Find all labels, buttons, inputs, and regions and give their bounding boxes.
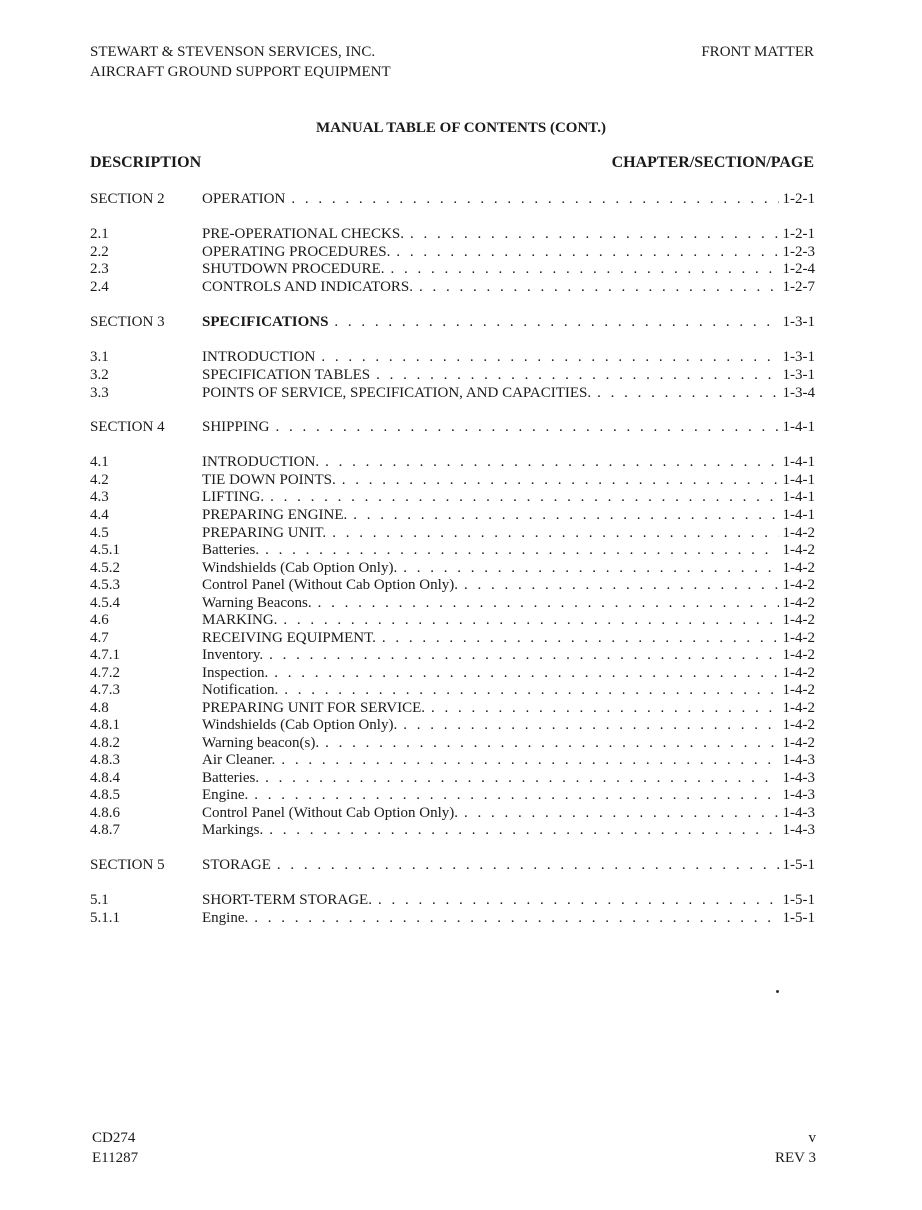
- toc-page: 1-4-2: [782, 612, 815, 628]
- toc-page: 1-5-1: [782, 892, 815, 908]
- toc-entry[interactable]: [90, 699, 815, 717]
- toc-page: 1-4-2: [782, 630, 815, 646]
- toc-entry[interactable]: [90, 366, 815, 384]
- dot-leader: [334, 313, 778, 331]
- toc-page: 1-3-4: [782, 385, 815, 401]
- toc-title: Warning Beacons.: [202, 595, 312, 611]
- toc-title: Markings.: [202, 822, 264, 838]
- dot-leader: [318, 594, 779, 612]
- toc-title: RECEIVING EQUIPMENT.: [202, 630, 376, 646]
- toc-title: Notification.: [202, 682, 279, 698]
- toc-entry[interactable]: [90, 751, 815, 769]
- toc-title: LIFTING.: [202, 489, 265, 505]
- toc-page: 1-2-1: [782, 191, 815, 207]
- toc-page: 1-5-1: [782, 857, 815, 873]
- page-header-section: FRONT MATTER: [701, 44, 814, 60]
- column-header-chapter-section-page: CHAPTER/SECTION/PAGE: [611, 154, 814, 171]
- toc-entry[interactable]: [90, 524, 815, 542]
- dot-leader: [403, 716, 778, 734]
- toc-page: 1-2-4: [782, 261, 815, 277]
- toc-number: 4.5.3: [90, 577, 120, 593]
- dot-leader: [254, 786, 778, 804]
- toc-page: 1-4-1: [782, 454, 815, 470]
- toc-number: 4.8.2: [90, 735, 120, 751]
- toc-entry[interactable]: [90, 629, 815, 647]
- toc-page: 1-4-1: [782, 489, 815, 505]
- dot-leader: [597, 384, 778, 402]
- toc-title: Control Panel (Without Cab Option Only).: [202, 577, 459, 593]
- toc-page: 1-3-1: [782, 367, 815, 383]
- toc-title: Air Cleaner.: [202, 752, 276, 768]
- dot-leader: [464, 804, 778, 822]
- toc-title: Engine.: [202, 787, 249, 803]
- toc-number: 4.4: [90, 507, 109, 523]
- dot-leader: [410, 225, 779, 243]
- toc-number: 4.5: [90, 525, 109, 541]
- toc-page: 1-4-1: [782, 419, 815, 435]
- toc-entry[interactable]: [90, 891, 815, 909]
- toc-entry[interactable]: [90, 681, 815, 699]
- toc-entry[interactable]: [90, 786, 815, 804]
- toc-number: 4.8: [90, 700, 109, 716]
- toc-number: 4.8.3: [90, 752, 120, 768]
- toc-entry[interactable]: [90, 734, 815, 752]
- dot-leader: [269, 646, 778, 664]
- toc-title: Windshields (Cab Option Only).: [202, 560, 398, 576]
- toc-page: 1-3-1: [782, 349, 815, 365]
- toc-number: SECTION 2: [90, 191, 165, 207]
- toc-number: 4.7.2: [90, 665, 120, 681]
- toc-title: Engine.: [202, 910, 249, 926]
- toc-number: 4.5.1: [90, 542, 120, 558]
- toc-page: 1-4-3: [782, 770, 815, 786]
- toc-entry[interactable]: [90, 453, 815, 471]
- dot-leader: [270, 488, 778, 506]
- dot-leader: [283, 611, 778, 629]
- toc-entry[interactable]: [90, 594, 815, 612]
- toc-page: 1-5-1: [782, 910, 815, 926]
- toc-section-entry[interactable]: [90, 313, 815, 331]
- toc-title: SPECIFICATION TABLES: [202, 367, 371, 383]
- toc-page: 1-4-2: [782, 682, 815, 698]
- page-title: MANUAL TABLE OF CONTENTS (CONT.): [316, 120, 606, 136]
- toc-title: Windshields (Cab Option Only).: [202, 717, 398, 733]
- toc-title: MARKING.: [202, 612, 278, 628]
- toc-page: 1-4-2: [782, 717, 815, 733]
- toc-number: 4.8.5: [90, 787, 120, 803]
- page-header-left: [90, 42, 391, 82]
- toc-title: PREPARING UNIT FOR SERVICE.: [202, 700, 426, 716]
- toc-entry[interactable]: [90, 664, 815, 682]
- toc-title: INTRODUCTION.: [202, 454, 320, 470]
- toc-entry[interactable]: [90, 769, 815, 787]
- toc-entry[interactable]: [90, 804, 815, 822]
- toc-page: 1-4-2: [782, 595, 815, 611]
- dot-leader: [277, 856, 779, 874]
- toc-title: SHUTDOWN PROCEDURE.: [202, 261, 385, 277]
- toc-number: 3.3: [90, 385, 109, 401]
- toc-page: 1-4-1: [782, 507, 815, 523]
- toc-title: STORAGE: [202, 857, 271, 873]
- toc-number: 4.8.6: [90, 805, 120, 821]
- toc-entry[interactable]: [90, 278, 815, 296]
- toc-number: 2.1: [90, 226, 109, 242]
- toc-entry[interactable]: [90, 611, 815, 629]
- toc-page: 1-3-1: [782, 314, 815, 330]
- toc-page: 1-4-2: [782, 525, 815, 541]
- toc-page: 1-4-3: [782, 752, 815, 768]
- toc-page: 1-4-2: [782, 560, 815, 576]
- dot-leader: [396, 243, 778, 261]
- dot-leader: [353, 506, 778, 524]
- toc-entry[interactable]: [90, 260, 815, 278]
- dot-leader: [291, 190, 778, 208]
- toc-entry[interactable]: [90, 559, 815, 577]
- toc-entry[interactable]: [90, 384, 815, 402]
- toc-number: 5.1.1: [90, 910, 120, 926]
- toc-number: 4.6: [90, 612, 109, 628]
- toc-entry[interactable]: [90, 541, 815, 559]
- toc-title: Inspection.: [202, 665, 269, 681]
- toc-number: 2.3: [90, 261, 109, 277]
- dot-leader: [464, 576, 778, 594]
- toc-title: Inventory.: [202, 647, 264, 663]
- toc-title: INTRODUCTION: [202, 349, 316, 365]
- toc-entry[interactable]: [90, 646, 815, 664]
- toc-number: 2.4: [90, 279, 109, 295]
- toc-number: 4.5.2: [90, 560, 120, 576]
- toc-page: 1-2-1: [782, 226, 815, 242]
- toc-page: 1-4-2: [782, 577, 815, 593]
- toc-title: SHORT-TERM STORAGE.: [202, 892, 372, 908]
- toc-section-entry[interactable]: [90, 418, 815, 436]
- toc-page: 1-4-3: [782, 805, 815, 821]
- toc-page: 1-4-3: [782, 787, 815, 803]
- dot-leader: [325, 453, 778, 471]
- toc-title: PRE-OPERATIONAL CHECKS.: [202, 226, 404, 242]
- toc-page: 1-4-2: [782, 542, 815, 558]
- toc-entry[interactable]: [90, 471, 815, 489]
- dot-leader: [281, 751, 778, 769]
- toc-page: 1-4-3: [782, 822, 815, 838]
- toc-number: 4.3: [90, 489, 109, 505]
- division-name: AIRCRAFT GROUND SUPPORT EQUIPMENT: [90, 64, 391, 80]
- toc-number: 2.2: [90, 244, 109, 260]
- dot-leader: [382, 629, 779, 647]
- dot-leader: [419, 278, 779, 296]
- toc-number: 4.5.4: [90, 595, 120, 611]
- toc-number: 4.8.4: [90, 770, 120, 786]
- toc-number: 3.2: [90, 367, 109, 383]
- toc-entry[interactable]: [90, 243, 815, 261]
- document-code: CD274: [92, 1130, 136, 1146]
- toc-number: SECTION 5: [90, 857, 165, 873]
- toc-title: CONTROLS AND INDICATORS.: [202, 279, 413, 295]
- toc-page: 1-4-2: [782, 647, 815, 663]
- dot-leader: [284, 681, 778, 699]
- dot-leader: [325, 734, 778, 752]
- toc-title: SPECIFICATIONS: [202, 314, 329, 330]
- dot-leader: [254, 909, 778, 927]
- toc-entry[interactable]: [90, 506, 815, 524]
- toc-page: 1-2-3: [782, 244, 815, 260]
- dot-leader: [391, 260, 779, 278]
- toc-title: Batteries.: [202, 542, 260, 558]
- toc-title: SHIPPING: [202, 419, 270, 435]
- toc-number: 5.1: [90, 892, 109, 908]
- toc-number: 4.2: [90, 472, 109, 488]
- toc-page: 1-4-2: [782, 665, 815, 681]
- toc-number: SECTION 4: [90, 419, 165, 435]
- dot-leader: [403, 559, 778, 577]
- toc-entry[interactable]: [90, 716, 815, 734]
- toc-number: 4.8.7: [90, 822, 120, 838]
- toc-title: PREPARING ENGINE.: [202, 507, 348, 523]
- toc-entry[interactable]: [90, 576, 815, 594]
- toc-title: Control Panel (Without Cab Option Only).: [202, 805, 459, 821]
- toc-title: OPERATING PROCEDURES.: [202, 244, 391, 260]
- dot-leader: [431, 699, 778, 717]
- document-number: E11287: [92, 1150, 139, 1166]
- toc-entry[interactable]: [90, 348, 815, 366]
- toc-title: POINTS OF SERVICE, SPECIFICATION, AND CAPACITIES.: [202, 385, 592, 401]
- toc-number: 4.7.1: [90, 647, 120, 663]
- column-header-description: DESCRIPTION: [90, 154, 202, 171]
- dot-leader: [274, 664, 778, 682]
- dot-leader: [321, 348, 778, 366]
- page-footer-left: [92, 1128, 138, 1168]
- toc-number: 4.8.1: [90, 717, 120, 733]
- dot-leader: [265, 541, 778, 559]
- page-number: v: [808, 1130, 816, 1146]
- toc-number: SECTION 3: [90, 314, 165, 330]
- dot-leader: [276, 418, 779, 436]
- toc-page: 1-4-2: [782, 735, 815, 751]
- toc-title: OPERATION: [202, 191, 286, 207]
- toc-number: 4.1: [90, 454, 109, 470]
- toc-entry[interactable]: [90, 909, 815, 927]
- toc-title: Warning beacon(s).: [202, 735, 320, 751]
- toc-number: 4.7.3: [90, 682, 120, 698]
- dot-leader: [378, 891, 779, 909]
- toc-number: 3.1: [90, 349, 109, 365]
- scan-speck: [776, 990, 779, 993]
- dot-leader: [342, 471, 779, 489]
- toc-entry[interactable]: [90, 225, 815, 243]
- dot-leader: [269, 821, 778, 839]
- toc-entry[interactable]: [90, 488, 815, 506]
- toc-title: PREPARING UNIT.: [202, 525, 327, 541]
- dot-leader: [265, 769, 778, 787]
- toc-entry[interactable]: [90, 821, 815, 839]
- toc-title: Batteries.: [202, 770, 260, 786]
- toc-number: 4.7: [90, 630, 109, 646]
- toc-title: TIE DOWN POINTS.: [202, 472, 336, 488]
- toc-page: 1-4-1: [782, 472, 815, 488]
- toc-page: 1-4-2: [782, 700, 815, 716]
- toc-page: 1-2-7: [782, 279, 815, 295]
- toc-section-entry[interactable]: [90, 190, 815, 208]
- revision-label: REV 3: [775, 1150, 816, 1166]
- company-name: STEWART & STEVENSON SERVICES, INC.: [90, 44, 376, 60]
- dot-leader: [332, 524, 778, 542]
- page-footer-right: [775, 1128, 816, 1168]
- toc-section-entry[interactable]: [90, 856, 815, 874]
- dot-leader: [376, 366, 778, 384]
